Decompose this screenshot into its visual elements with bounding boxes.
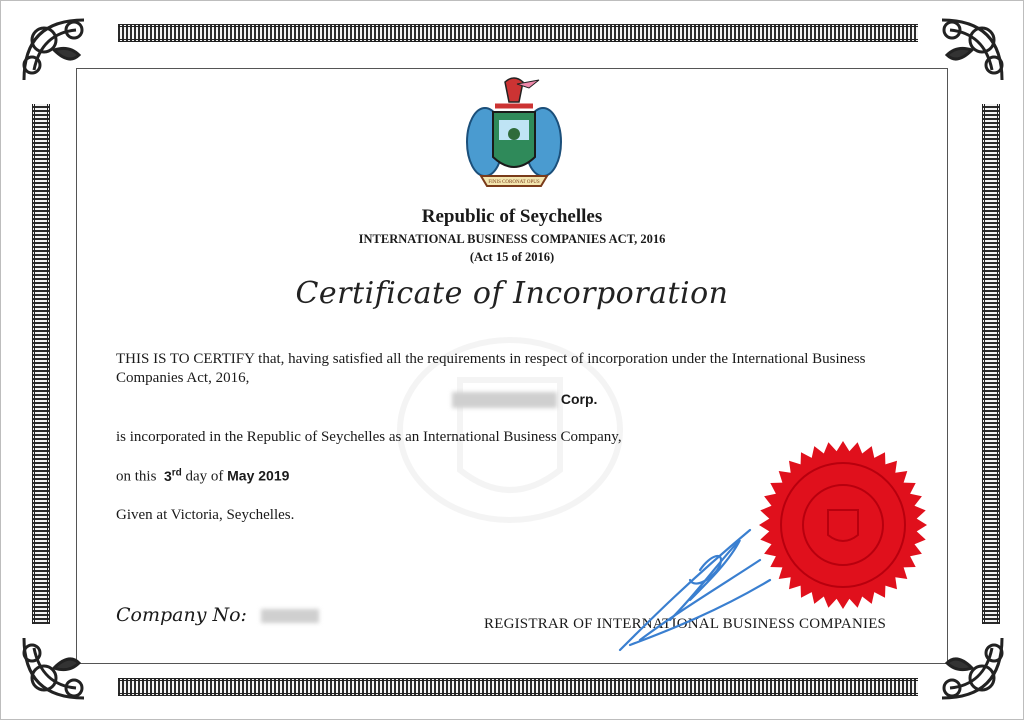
date-month-year: May 2019 (227, 467, 290, 484)
company-name (452, 391, 597, 408)
act-number: (Act 15 of 2016) (469, 250, 555, 264)
coat-of-arms-icon (455, 72, 573, 196)
frame-right-border (982, 104, 1000, 624)
certificate-title: Certificate of Incorporation (295, 276, 729, 311)
incorporated-paragraph: is incorporated in the Republic of Seychelles as an International Business Company, (116, 429, 622, 445)
day-number: 3 (163, 467, 172, 484)
redacted-company-name (452, 392, 557, 408)
ornament-corner-icon (14, 10, 114, 90)
emblem-motto: FINIS CORONAT OPUS (488, 180, 540, 185)
company-number (116, 604, 319, 626)
frame-top-border (118, 24, 918, 42)
redacted-company-number (261, 609, 319, 623)
date-prefix: on this (116, 468, 157, 485)
given-at-text: Given at Victoria, Seychelles. (116, 507, 295, 523)
frame-bottom-border (118, 678, 918, 696)
date-line (116, 463, 289, 487)
wax-seal-icon (758, 440, 928, 610)
frame-left-border (32, 104, 50, 624)
ornament-corner-icon (912, 628, 1012, 708)
day-suffix: rd (171, 467, 182, 478)
certify-paragraph: THIS IS TO CERTIFY that, having satisfied all the requirements in respect of incorporation under the International Business Companies Act, 2016, (116, 351, 866, 386)
company-no-label: Company No: (116, 604, 247, 626)
company-suffix: Corp. (560, 391, 598, 407)
republic-heading: Republic of Seychelles (421, 206, 603, 227)
day-of-text: day of (185, 468, 224, 485)
date-day (164, 468, 182, 484)
ornament-corner-icon (912, 10, 1012, 90)
signature-icon (610, 520, 780, 660)
registrar-title: REGISTRAR OF INTERNATIONAL BUSINESS COMPANIES (484, 616, 887, 632)
ornament-corner-icon (14, 628, 114, 708)
act-heading: INTERNATIONAL BUSINESS COMPANIES ACT, 2016 (358, 232, 666, 246)
